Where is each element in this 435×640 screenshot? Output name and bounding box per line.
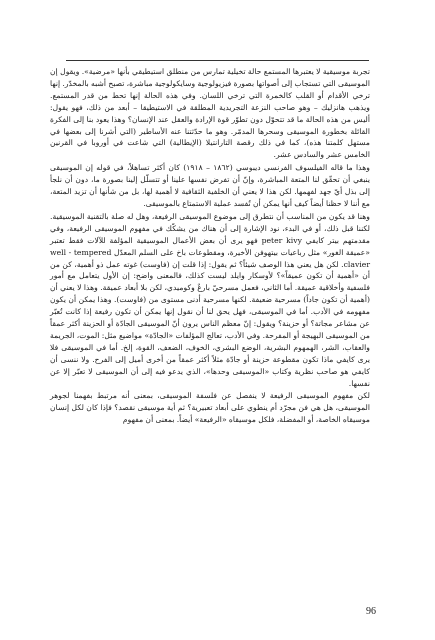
page-number: 96 xyxy=(366,606,376,617)
header-rule xyxy=(66,60,369,61)
paragraph: وهذا ما قاله الفيلسوف الفرنسي ديبوسي (١٨٦٢ – ١٩١٨) كان أكثر تساهلاً، في قوله إن الموسيقى ينبغي أن تحقّق لنا المتعة المباشرة، وإنّ أن تفرض نفسها علينا أو تتسلّل إلينا بصورة ما، دون أن نلجأ إلى بذل أيّ جهد لفهمها. لكن هذا لا يعني أن الخلفية الثقافية لا أهمية لها، بل من شأنها أن تزيد المتعة، مع أننا لا حظنا أيضاً كيف أنها يمكن أن تُفسد عملية الاستمتاع بالموسيقى. xyxy=(50,163,370,208)
paragraph: وهنا قد يكون من المناسب أن نتطرق إلى موضوع الموسيقى الرفيعة، وهل له صلة بالتقنية الموسيقية. لكننا قبل ذلك، أو في البدء، نود الإشارة إلى أن هناك من يشكّك في مفهوم الموسيقى الرفيعة، وفي مقدمتهم بيتر كايفي peter kivy فهو يرى أن بعض الأعمال الموسيقية المؤلفة للآلات فقط تعتبر «عميقة الغور» مثل رباعيات بيتهوفن الأخيرة، ومقطوعات باخ على السلم المعدّل well - tempered clavier. لكن هل يعني هذا الوصف شيئاً؟ ثم يقول: إذا قلت إن (فاوست) غوته عمل ذو أهمية، كن من أن «أهمية أن تكون عميقاً»؟ لأوسكار وايلد ليست كذلك، فالمعنى واضح: إن الأول يتعامل مع أمور فلسفية وأخلاقية عميقة. أما الثاني، فعمل مسرحيّ بارعٌ وكوميدي، لكن بلا أبعاد عميقة. وهذا لا يعني أن (أهمية أن تكون جاداً) مسرحية ضعيفة. لكنها مسرحية أدنى مستوى من (فاوست). وهذا يمكن أن يكون مفهومه في الأدب. أما في الموسيقى، فهل يحق لنا أن نقول إنها يمكن أن تكون رفيعة إذا كانت تُعبّر عن مشاعر مجاتة؟ أو حزينة؟ ويقول: إنّ معظم الناس يرون أنّ الموسيقى الجادّة أو الحزينة أكثر عمقاً من الموسيقى البهيجة أو المفرحة. وفي الأدب، تعالج المؤلفات «الجادّة» مواضيع مثل: الموت، الجريمة والعقاب، الشر، الهمهوم البشرية، الوضع البشري، الخوف، الضعف، القوة، إلخ. أما في الموسيقى فلا يرى كايفي ماذا تكون مقطوعة حزينة أو جادّة مثلاً أكثر عمقاً من أخرى أميل إلى الفرح. ولا ننسى أن كايفي هو صاحب نظرية وكتاب «الموسيقى وحدها»، الذي يدعو فيه إلى أن الموسيقى لا تعبّر إلا عن نفسها. xyxy=(50,211,370,388)
paragraph: لكن مفهوم الموسيقى الرفيعة لا ينفصل عن فلسفة الموسيقى، بمعنى أنه مرتبط بفهمنا لجوهر الموسيقى، هل هي فن مجرّد أم ينطوي على أبعاد تعبيرية؟ ثم أية موسيقى نقصد؟ فإذا كان لكل إنسان موسيقاه الخاصة، أو المفضلة، فلكل موسيقاه «الرفيعة» أيضاً. بمعنى أن مفهوم xyxy=(50,391,370,425)
text-body xyxy=(50,66,370,427)
paragraph: تجربة موسيقية لا يعتبرها المستمع حالة تخيلية تمارس من منطلق استيطيقي بأنها «مرضية». ويقول إن الموسيقى التي تستجاب إلى أصواتها بصورة فيزيولوجية وسايكولوجية مباشرة، تصبح أشبه بالمخدّر. إنها ترخي الأقدام أو القلب كالخمرة التي ترخي اللسان. وفي هذه الحالة إنها تحط من قدر المستمع. ويذهب هانزليك – وهو صاحب النزعة التجريدية المطلقة في الاستيطيقا – أبعد من ذلك، فهو يقول: أليس من هذه الحالة ما قد تتحوّل دون تطوّر قوة الإرادة والعقل عند الإنسان؟ وهذا يعود بنا إلى الفكرة القائلة بخطورة الموسيقى وسحرها المدمّر. وهو ما حدّثتنا عنه الأساطير (التي أشرنا إلى بعضها في مستهل كلمتنا هذه)، كما في ذلك رقصة التارانتيلا (الإيطالية) التي شاعت في أوروبا في القرنين الخامس عشر والسادس عشر. xyxy=(49,67,370,160)
